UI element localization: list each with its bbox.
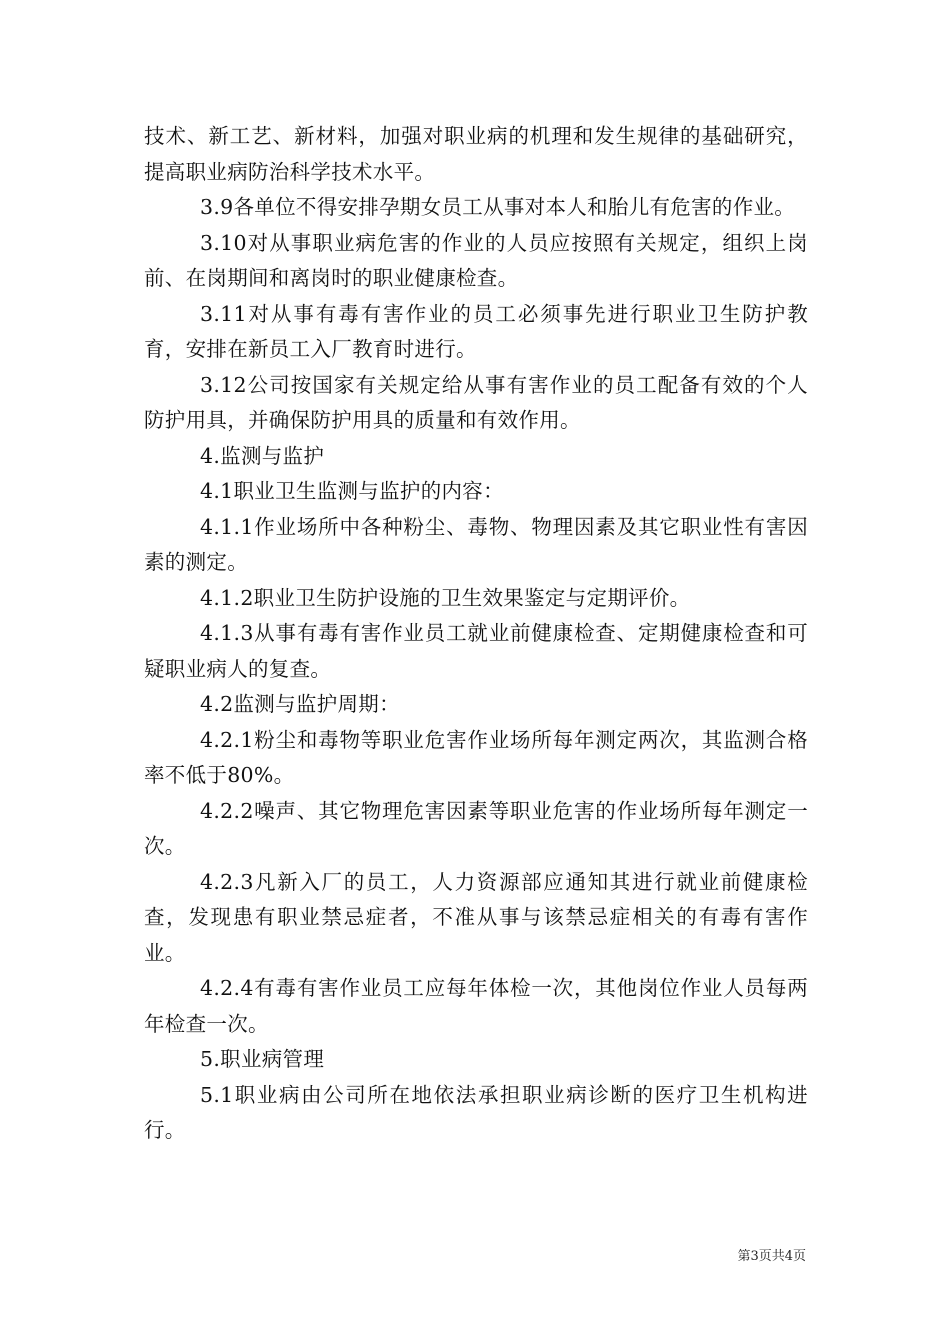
paragraph: 3.12公司按国家有关规定给从事有害作业的员工配备有效的个人防护用具，并确保防护用具的质量和有效作用。 [144,372,808,432]
page-number-footer: 第3页共4页 [737,1249,806,1264]
paragraph: 4.2.2噪声、其它物理危害因素等职业危害的作业场所每年测定一次。 [144,798,808,858]
paragraph: 3.9各单位不得安排孕期女员工从事对本人和胎儿有危害的作业。 [200,195,796,219]
paragraph: 3.11对从事有毒有害作业的员工必须事先进行职业卫生防护教育，安排在新员工入厂教育时进行。 [144,301,808,361]
paragraph: 5.1职业病由公司所在地依法承担职业病诊断的医疗卫生机构进行。 [144,1082,808,1142]
section-heading: 5.职业病管理 [200,1047,325,1071]
subsection-heading: 4.1职业卫生监测与监护的内容： [200,479,504,503]
document-body [144,119,808,1149]
paragraph: 4.1.2职业卫生防护设施的卫生效果鉴定与定期评价。 [200,585,691,610]
paragraph: 技术、新工艺、新材料，加强对职业病的机理和发生规律的基础研究，提高职业病防治科学技术水平。 [144,124,808,184]
paragraph: 4.2.4有毒有害作业员工应每年体检一次，其他岗位作业人员每两年检查一次。 [144,976,808,1036]
paragraph: 4.2.3凡新入厂的员工，人力资源部应通知其进行就业前健康检查，发现患有职业禁忌症者，不准从事与该禁忌症相关的有毒有害作业。 [144,869,808,965]
paragraph: 4.1.1作业场所中各种粉尘、毒物、物理因素及其它职业性有害因素的测定。 [144,514,808,574]
paragraph: 4.1.3从事有毒有害作业员工就业前健康检查、定期健康检查和可疑职业病人的复查。 [144,621,808,681]
paragraph: 3.10对从事职业病危害的作业的人员应按照有关规定，组织上岗前、在岗期间和离岗时的职业健康检查。 [144,230,808,290]
section-heading: 4.监测与监护 [200,443,325,468]
paragraph: 4.2.1粉尘和毒物等职业危害作业场所每年测定两次，其监测合格率不低于80%。 [144,727,808,787]
subsection-heading: 4.2监测与监护周期： [200,692,400,716]
